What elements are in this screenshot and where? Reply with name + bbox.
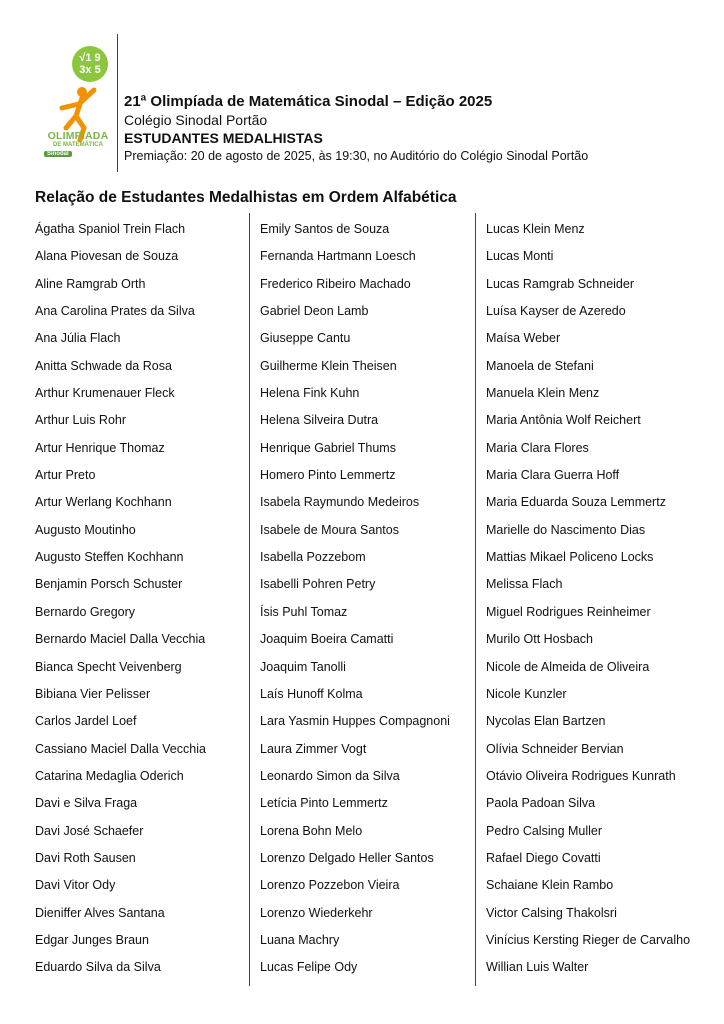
student-name: Pedro Calsing Muller <box>486 823 603 838</box>
student-name: Nycolas Elan Bartzen <box>486 714 606 729</box>
student-name: Bianca Specht Veivenberg <box>35 659 182 674</box>
student-name: Luísa Kayser de Azeredo <box>486 304 626 319</box>
logo-brand-line1: OLIMPÍADA <box>47 130 109 142</box>
student-name: Ana Júlia Flach <box>35 331 121 346</box>
student-name: Davi Vitor Ody <box>35 878 116 893</box>
student-name: Maísa Weber <box>486 331 561 346</box>
student-name: Emily Santos de Souza <box>260 222 390 236</box>
student-name: Maria Clara Guerra Hoff <box>486 468 620 483</box>
logo-brand-line2: DE MATEMÁTICA <box>53 142 103 148</box>
student-name: Dieniffer Alves Santana <box>35 905 165 920</box>
student-name: Fernanda Hartmann Loesch <box>260 249 416 264</box>
student-name: Artur Preto <box>35 468 96 483</box>
student-name: Miguel Rodrigues Reinheimer <box>486 604 651 619</box>
student-name: Artur Werlang Kochhann <box>35 495 172 510</box>
student-name: Lorenzo Wiederkehr <box>260 905 373 920</box>
student-name: Marielle do Nascimento Dias <box>486 522 646 537</box>
names-column-1 <box>35 219 255 985</box>
student-name: Augusto Steffen Kochhann <box>35 550 184 565</box>
student-name: Eduardo Silva da Silva <box>35 960 161 975</box>
student-name: Isabela Raymundo Medeiros <box>260 495 420 510</box>
student-name: Nicole Kunzler <box>486 686 567 701</box>
student-name: Otávio Oliveira Rodrigues Kunrath <box>486 768 676 783</box>
student-name: Benjamin Porsch Schuster <box>35 577 183 592</box>
student-name: Davi José Schaefer <box>35 823 144 838</box>
student-name: Lucas Ramgrab Schneider <box>486 276 634 291</box>
student-name: Letícia Pinto Lemmertz <box>260 796 388 811</box>
student-name: Arthur Luis Rohr <box>35 413 127 428</box>
student-name: Paola Padoan Silva <box>486 796 596 811</box>
student-name: Aline Ramgrab Orth <box>35 276 146 291</box>
student-name: Lucas Monti <box>486 249 554 264</box>
student-name: Maria Clara Flores <box>486 440 589 455</box>
student-name: Davi Roth Sausen <box>35 850 136 865</box>
student-name: Homero Pinto Lemmertz <box>260 468 396 483</box>
student-name: Joaquim Boeira Camatti <box>260 632 394 647</box>
school-name: Colégio Sinodal Portão <box>124 112 268 128</box>
student-name: Leonardo Simon da Silva <box>260 768 400 783</box>
student-name: Lorenzo Delgado Heller Santos <box>260 850 434 865</box>
student-name: Lara Yasmin Huppes Compagnoni <box>260 714 450 729</box>
student-name: Luana Machry <box>260 932 340 947</box>
document-title: 21ª Olimpíada de Matemática Sinodal – Edição 2025 <box>124 93 493 110</box>
student-name: Frederico Ribeiro Machado <box>260 276 411 291</box>
student-name: Ana Carolina Prates da Silva <box>35 304 195 319</box>
student-name: Isabele de Moura Santos <box>260 522 399 537</box>
student-name: Nicole de Almeida de Oliveira <box>486 659 650 674</box>
student-name: Anitta Schwade da Rosa <box>35 358 172 373</box>
document-heading: ESTUDANTES MEDALHISTAS <box>124 130 323 146</box>
names-column-3 <box>486 219 706 985</box>
student-name: Edgar Junges Braun <box>35 932 149 947</box>
logo-circle-text: √1 9 3x 5 <box>79 52 101 76</box>
student-name: Lorenzo Pozzebon Vieira <box>260 878 400 893</box>
student-name: Vinícius Kersting Rieger de Carvalho <box>486 932 691 947</box>
student-name: Davi e Silva Fraga <box>35 796 138 811</box>
student-name: Gabriel Deon Lamb <box>260 304 369 319</box>
student-name: Guilherme Klein Theisen <box>260 358 397 373</box>
student-name: Catarina Medaglia Oderich <box>35 768 184 783</box>
student-name: Victor Calsing Thakolsri <box>486 905 617 920</box>
student-name: Olívia Schneider Bervian <box>486 741 624 756</box>
student-name: Schaiane Klein Rambo <box>486 878 614 893</box>
student-name: Isabella Pozzebom <box>260 550 366 565</box>
student-name: Laura Zimmer Vogt <box>260 741 367 756</box>
student-name: Manoela de Stefani <box>486 358 594 373</box>
student-name: Bibiana Vier Pelisser <box>35 686 151 701</box>
student-name: Murilo Ott Hosbach <box>486 632 593 647</box>
student-name: Lucas Felipe Ody <box>260 960 358 975</box>
student-name: Isabelli Pohren Petry <box>260 577 376 592</box>
math-symbols-icon <box>72 46 108 82</box>
student-name: Ísis Puhl Tomaz <box>260 604 348 619</box>
student-name: Bernardo Gregory <box>35 604 136 619</box>
student-name: Mattias Mikael Policeno Locks <box>486 550 654 565</box>
student-name: Arthur Krumenauer Fleck <box>35 386 175 401</box>
student-name: Giuseppe Cantu <box>260 331 351 346</box>
student-name: Melissa Flach <box>486 577 563 592</box>
student-name: Artur Henrique Thomaz <box>35 440 165 455</box>
olympiad-logo <box>38 44 118 168</box>
student-name: Lucas Klein Menz <box>486 222 585 236</box>
student-name: Henrique Gabriel Thums <box>260 440 396 455</box>
student-name: Willian Luis Walter <box>486 960 589 975</box>
student-name: Maria Eduarda Souza Lemmertz <box>486 495 666 510</box>
student-name: Carlos Jardel Loef <box>35 714 137 729</box>
student-name: Cassiano Maciel Dalla Vecchia <box>35 741 206 756</box>
student-name: Manuela Klein Menz <box>486 386 600 401</box>
award-info: Premiação: 20 de agosto de 2025, às 19:30, no Auditório do Colégio Sinodal Portão <box>124 149 589 163</box>
student-name: Bernardo Maciel Dalla Vecchia <box>35 632 206 647</box>
student-name: Alana Piovesan de Souza <box>35 249 179 264</box>
header-divider <box>117 34 118 172</box>
student-name: Joaquim Tanolli <box>260 659 346 674</box>
student-name: Lorena Bohn Melo <box>260 823 363 838</box>
student-name: Ágatha Spaniol Trein Flach <box>35 222 186 236</box>
document-header <box>124 92 588 165</box>
student-name: Maria Antônia Wolf Reichert <box>486 413 641 428</box>
student-name: Augusto Moutinho <box>35 522 136 537</box>
student-name: Helena Silveira Dutra <box>260 413 379 428</box>
student-name: Helena Fink Kuhn <box>260 386 360 401</box>
names-column-2 <box>260 219 480 985</box>
student-name: Laís Hunoff Kolma <box>260 686 363 701</box>
logo-brand-line3: Sinodal <box>44 151 72 157</box>
section-title: Relação de Estudantes Medalhistas em Ordem Alfabética <box>35 189 457 206</box>
student-name: Rafael Diego Covatti <box>486 850 601 865</box>
